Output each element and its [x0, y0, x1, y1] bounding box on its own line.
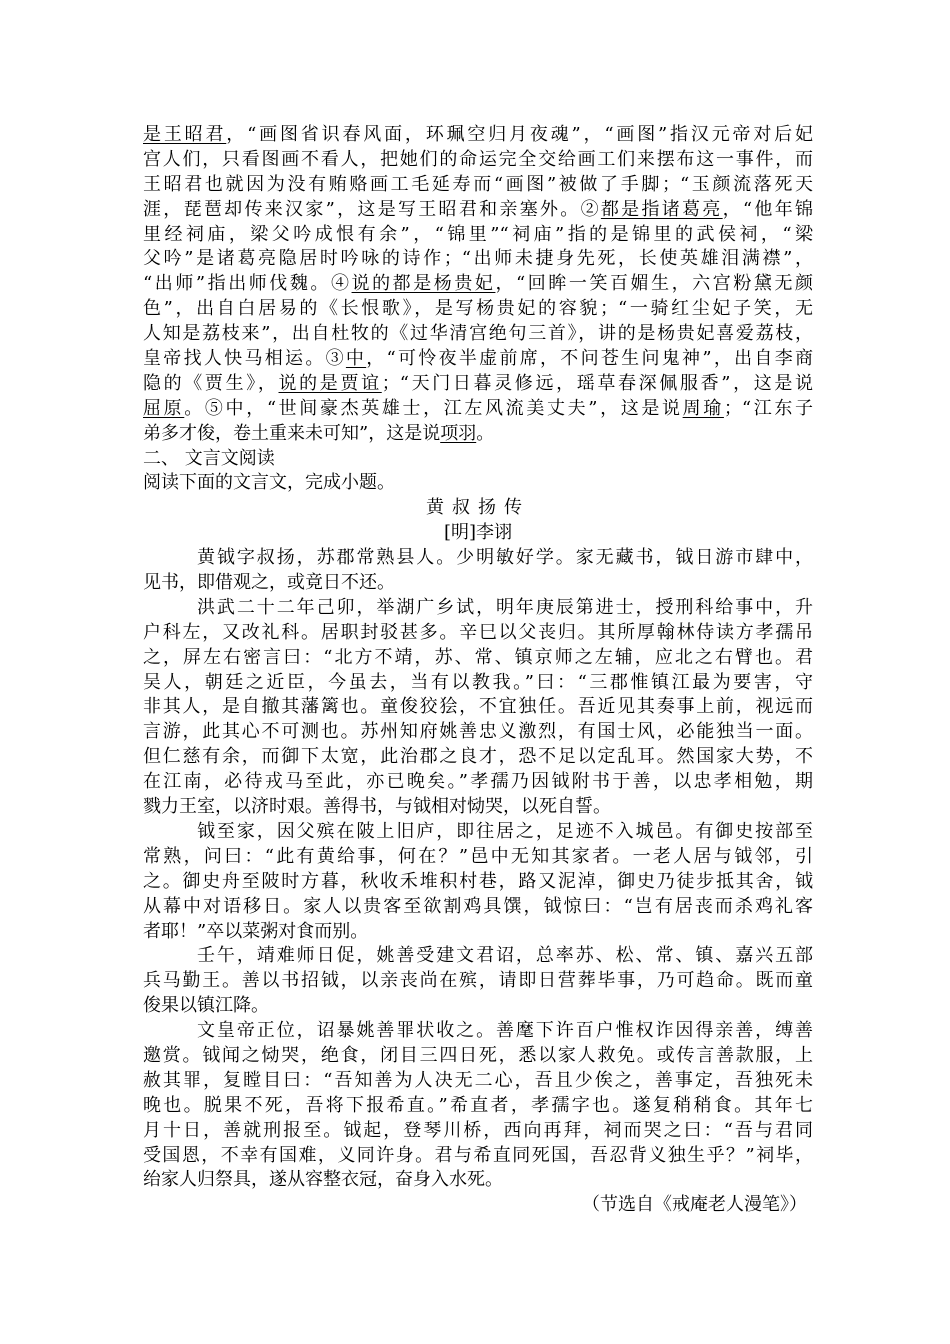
passage-line: 兵马勤王。善以书招钺，以亲丧尚在殡，请即日营葬毕事，乃可趋命。既而童	[143, 970, 813, 992]
text-line	[143, 397, 813, 422]
passage-line: 戮力王室，以济时艰。善得书，与钺相对恸哭，以死自誓。	[143, 796, 611, 818]
text-segment: 皇帝找人快马相运。③	[143, 348, 346, 370]
text-segment: ，“画图省识春风面，环珮空归月夜魂”，“画图”指汉元帝对后妃	[226, 124, 813, 145]
passage-title: 黄叔扬传	[426, 497, 530, 519]
passage-line: 常熟，问曰：“此有黄给事，何在？”邑中无知其家者。一老人居与钺邻，引	[143, 845, 813, 867]
underlined-answer: 说的是贾谊	[278, 372, 382, 394]
answer-explanation-paragraph	[143, 123, 813, 447]
passage-line: 邀赏。钺闻之恸哭，绝食，闭目三四日死，悉以家人救免。或传言善款服，上	[143, 1044, 813, 1066]
passage-line: 俊果以镇江降。	[143, 995, 269, 1017]
text-segment: ，“可怜夜半虚前席，不问苍生问鬼神”，出自李商	[366, 348, 814, 370]
text-segment: ；“天门日暮灵修远，瑶草春深佩服香”，这是说	[381, 372, 814, 394]
passage-paragraph	[143, 820, 813, 944]
passage-line: 文皇帝正位，诏暴姚善罪状收之。善麾下许百户惟权诈因得亲善，缚善	[197, 1020, 813, 1042]
text-line	[143, 223, 813, 248]
passage-line: 从幕中对语移日。家人以贵客至欲割鸡具馔，钺惊曰：“岂有居丧而杀鸡礼客	[143, 895, 813, 917]
text-segment: 王昭君也就因为没有贿赂画工毛延寿而“画图”被做了手脚；“玉颜流落死天	[143, 173, 813, 195]
document-page	[143, 123, 813, 1218]
passage-line: 赦其罪，复瞠目曰：“吾知善为人决无二心，吾且少俟之，善事定，吾独死未	[143, 1069, 813, 1091]
text-segment: 涯，琵琶却传来汉家”，这是写王昭君和亲塞外。②	[143, 198, 601, 220]
passage-line: 受国恩，不幸有国难，义同许身。君与希直同死国，吾忍背义独生乎？”祠毕，	[143, 1144, 813, 1166]
passage-line: 但仁慈有余，而御下太宽，此治郡之良才，恐不足以定乱耳。然国家大势，不	[143, 746, 813, 768]
underlined-answer: 周瑜	[682, 397, 724, 419]
passage-paragraph	[143, 546, 813, 596]
text-line	[143, 148, 813, 173]
passage-line: 者耶！”卒以菜粥对食而别。	[143, 920, 369, 942]
passage-line: 吴人，朝廷之近臣，今虽去，当有以教我。”曰：“三郡惟镇江最为要害，守	[143, 671, 813, 693]
passage-line: 之。御史舟至陂时方暮，秋收禾堆积村巷，路又泥淖，御史乃徒步抵其舍，钺	[143, 870, 813, 892]
text-line	[143, 247, 813, 272]
text-line	[143, 422, 813, 447]
section-heading: 二、 文言文阅读	[143, 447, 275, 469]
passage-line: 之，屏左右密言曰：“北方不靖，苏、常、镇京师之左辅，应北之右臂也。君	[143, 646, 813, 668]
passage-line: 壬午，靖难师日促，姚善受建文君诏，总率苏、松、常、镇、嘉兴五部	[197, 945, 813, 967]
text-line	[143, 347, 813, 372]
underlined-answer: 项羽	[440, 422, 477, 444]
passage-source: （节选自《戒庵老人漫笔》）	[582, 1194, 807, 1216]
passage-line: 言游，此其心不可测也。苏州知府姚善忠义激烈，有国士风，必能独当一面。	[143, 721, 813, 743]
text-line	[143, 322, 813, 347]
text-segment: 隐的《贾生》，	[143, 372, 279, 394]
passage-line: 见书，即借观之，或竟日不还。	[143, 572, 395, 594]
passage-paragraph	[143, 1019, 813, 1193]
passage-line: 在江南，必待戎马至此，亦已晚矣。”孝孺乃因钺附书于善，以忠孝相勉，期	[143, 771, 813, 793]
text-segment: 宫人们，只看图画不看人，把她们的命运完全交给画工们来摆布这一事件，而	[143, 148, 813, 170]
text-line	[143, 198, 813, 223]
text-line	[143, 123, 813, 148]
section-instruction: 阅读下面的文言文，完成小题。	[143, 472, 395, 494]
text-segment: 弟多才俊，卷土重来未可知”，这是说	[143, 422, 441, 444]
passage-line: 晚也。脱果不死，吾将下报希直。”希直者，孝孺字也。遂复稍稍食。其年七	[143, 1094, 813, 1116]
text-line	[143, 173, 813, 198]
text-segment: 人知是荔枝来”，出自杜牧的《过华清宫绝句三首》，讲的是杨贵妃喜爱荔枝，	[143, 323, 813, 345]
text-line	[143, 272, 813, 297]
passage-body	[143, 546, 813, 1193]
passage-line: 月十日，善就刑报至。钺起，登琴川桥，西向再拜，祠而哭之曰：“吾与君同	[143, 1119, 813, 1141]
text-line	[143, 372, 813, 397]
underlined-answer: 说的都是杨贵妃	[351, 273, 496, 295]
passage-line: 非其人，是自撤其藩篱也。童俊狡狯，不宜独任。吾近见其奏事上前，视远而	[143, 696, 813, 718]
underlined-answer: 中	[345, 348, 367, 370]
passage-line: 户科左，又改礼科。居职封驳甚多。辛巳以父丧归。其所厚翰林侍读方孝孺吊	[143, 621, 813, 643]
text-segment: 里经祠庙，梁父吟成恨有余”，“锦里”“祠庙”指的是锦里的武侯祠，“梁	[143, 223, 813, 245]
passage-line: 洪武二十二年己卯，举湖广乡试，明年庚辰第进士，授刑科给事中，升	[197, 596, 813, 618]
passage-author: [明]李诩	[443, 522, 513, 544]
passage-line: 钺至家，因父殡在陂上旧庐，即往居之，足迹不入城邑。有御史按部至	[197, 820, 813, 842]
text-segment: 。⑤中，“世间豪杰英雄士，江左风流美丈夫”，这是说	[184, 397, 683, 419]
text-segment: ，“他年锦	[722, 198, 814, 220]
text-segment: ；“江东子	[723, 397, 814, 419]
text-segment: “出师”指出师伐魏。④	[143, 273, 352, 295]
text-segment: 父吟”是诸葛亮隐居时吟咏的诗作；“出师未捷身先死，长使英雄泪满襟”，	[143, 248, 813, 270]
passage-paragraph	[143, 596, 813, 820]
text-segment: ，“回眸一笑百媚生，六宫粉黛无颜	[495, 273, 814, 295]
text-segment: 。	[476, 422, 495, 444]
underlined-answer: 屈原	[143, 397, 185, 419]
passage-paragraph	[143, 944, 813, 1019]
text-segment: 色”，出自白居易的《长恨歌》，是写杨贵妃的容貌；“一骑红尘妃子笑，无	[143, 298, 813, 320]
passage-line: 绐家人归祭具，遂从容整衣冠，奋身入水死。	[143, 1169, 503, 1191]
underlined-answer: 是王昭君	[143, 124, 227, 145]
passage-line: 黄钺字叔扬，苏郡常熟县人。少明敏好学。家无藏书，钺日游市肆中，	[197, 547, 813, 569]
underlined-answer: 都是指诸葛亮	[600, 198, 723, 220]
text-line	[143, 297, 813, 322]
